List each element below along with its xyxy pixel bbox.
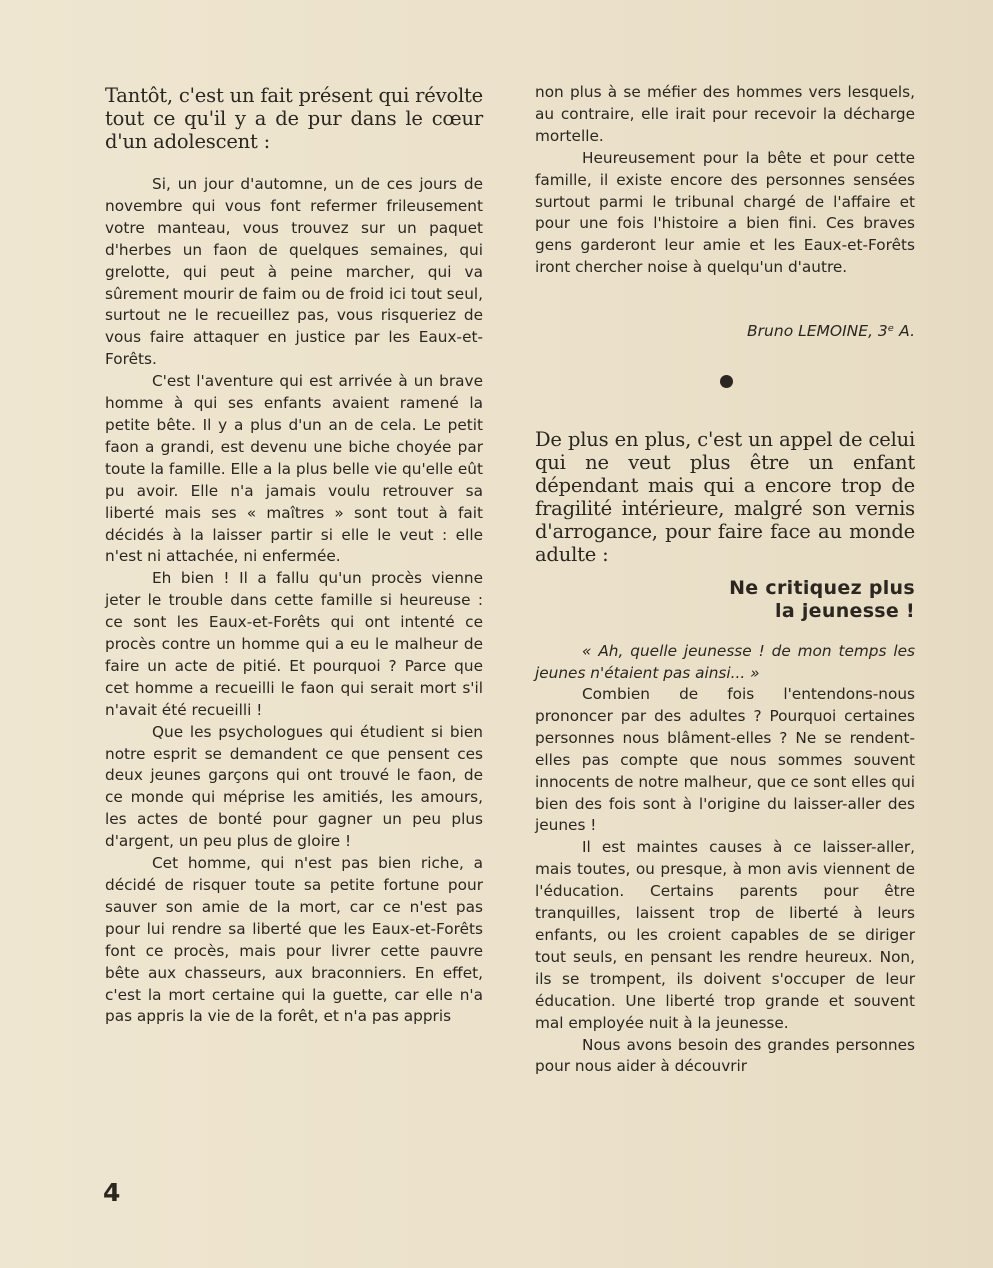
right-article-body [535,640,915,1078]
body-paragraph: Il est maintes causes à ce laisser-aller, mais toutes, ou presque, à mon avis viennent de l'éducation. Certains parents pour être tranquilles, laissent trop de liberté à leurs enfants, ou les croient capables de se diriger tout seuls, en pensant les rendre heureux. Non, ils se trompent, ils doivent s'occuper de leur éducation. Une liberté trop grande et souvent mal employée nuit à la jeunesse. [535,838,915,1032]
intro-paragraph: Tantôt, c'est un fait présent qui révolte tout ce qu'il y a de pur dans le cœur d'un adolescent : [105,84,483,153]
left-article-body [105,174,483,1028]
quote-paragraph: « Ah, quelle jeunesse ! de mon temps les jeunes n'étaient pas ainsi... » [535,642,915,682]
intro-paragraph-2: De plus en plus, c'est un appel de celui qui ne veut plus être un enfant dépendant mais qui a encore trop de fragilité intérieure, malgré son vernis d'arrogance, pour faire face au monde adulte : [535,428,915,566]
body-paragraph: Que les psychologues qui étudient si bien notre esprit se demandent ce que pensent ces deux jeunes garçons qui ont trouvé le faon, de ce monde qui méprise les amitiés, les amours, les actes de bonté pour gagner un peu plus d'argent, un peu plus de gloire ! [105,722,483,851]
article-headline [535,577,915,623]
body-paragraph: Nous avons besoin des grandes personnes pour nous aider à découvrir [535,1035,915,1076]
right-article-continuation [535,82,915,279]
body-paragraph: C'est l'aventure qui est arrivée à un brave homme à qui ses enfants avaient ramené la petite bête. Il y a plus d'un an de cela. Le petit faon a grandi, est devenu une biche choyée par toute la famille. Elle a la plus belle vie qu'elle eût pu avoir. Elle n'a jamais voulu retrouver sa liberté mais ses « maîtres » sont tout à fait décidés à la laisser partir si elle le veut : elle n'est ni attachée, ni enfermée. [105,372,483,566]
body-paragraph: Combien de fois l'entendons-nous prononcer par des adultes ? Pourquoi certaines personnes nous blâment-elles ? Ne se rendent-elles pas compte que nous sommes souvent innocents de notre malheur, que ce sont elles qui bien des fois sont à l'origine du laisser-aller des jeunes ! [535,685,916,835]
headline-line-2: la jeunesse ! [775,600,915,622]
continuation-paragraph: non plus à se méfier des hommes vers lesquels, au contraire, elle irait pour recevoir la décharge mortelle. [535,83,915,145]
body-paragraph: Heureusement pour la bête et pour cette famille, il existe encore des personnes sensées surtout parmi le tribunal chargé de l'affaire et pour une fois l'histoire a bien fini. Ces braves gens garderont leur amie et les Eaux-et-Forêts iront chercher noise à quelqu'un d'autre. [535,148,915,277]
headline-line-1: Ne critiquez plus [729,577,915,599]
body-paragraph: Cet homme, qui n'est pas bien riche, a décidé de risquer toute sa petite fortune pour sauver son amie de la mort, car ce n'est pas pour lui rendre sa liberté que les Eaux-et-Forêts font ce procès, mais pour livrer cette pauvre bête aux chasseurs, aux braconniers. En effet, c'est la mort certaine qui la guette, car elle n'a pas appris la vie de la forêt, et n'a pas appris [105,854,483,1026]
body-paragraph: Eh bien ! Il a fallu qu'un procès vienne jeter le trouble dans cette famille si heureuse : ce sont les Eaux-et-Forêts qui ont intenté ce procès contre un homme qui a eu le malheur de faire un acte de pitié. Et pourquoi ? Parce que cet homme a recueilli le faon qui serait mort s'il n'avait été recueilli ! [105,569,483,719]
separator-bullet [720,375,733,388]
body-paragraph: Si, un jour d'automne, un de ces jours de novembre qui vous font refermer frileusement votre manteau, vous trouvez sur un paquet d'herbes un faon de quelques semaines, qui grelotte, qui peut à peine marcher, qui va sûrement mourir de faim ou de froid ici tout seul, surtout ne le recueillez pas, vous risqueriez de vous faire attaquer en justice par les Eaux-et-Forêts. [105,175,483,369]
author-signature: Bruno LEMOINE, 3ᵉ A. [747,322,915,340]
page-number: 4 [103,1178,121,1207]
